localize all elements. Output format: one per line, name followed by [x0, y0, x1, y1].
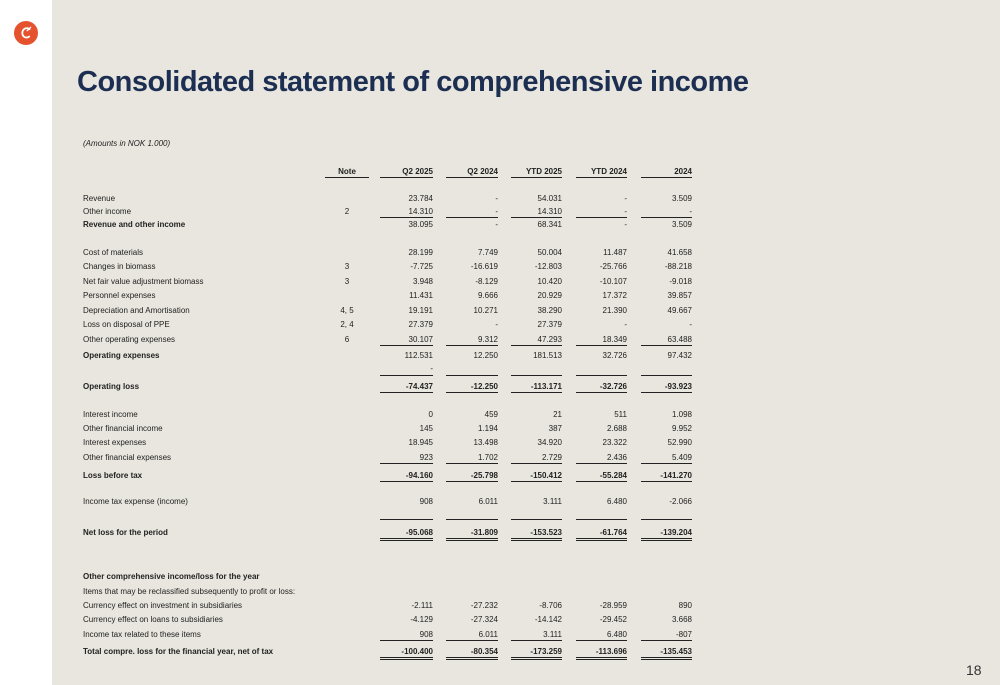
cell-q2-2025: 30.107: [408, 335, 433, 344]
cell-q2-2025: 923: [419, 453, 433, 462]
cell-2024: -: [689, 320, 692, 329]
cell-ytd-2024: 2.688: [606, 424, 627, 433]
subtotal-line: [380, 345, 433, 346]
cell-ytd-2025: -153.523: [511, 528, 562, 541]
row-total-comprehensive-loss: [0, 647, 1000, 659]
cell-ytd-2025: 68.341: [537, 220, 562, 229]
cell-q2-2024: 1.194: [477, 424, 498, 433]
row-oci-subheader: [0, 587, 1000, 599]
row-label: Income tax related to these items: [83, 630, 201, 639]
amounts-note: (Amounts in NOK 1.000): [83, 139, 171, 148]
cell-ytd-2024: 23.322: [602, 438, 627, 447]
subtotal-line: [511, 345, 562, 346]
row-personnel-expenses: [0, 291, 1000, 303]
subtotal-line: [446, 217, 498, 218]
subtotal-line: [641, 519, 692, 520]
cell-ytd-2025: -113.171: [511, 382, 562, 393]
cell-q2-2025: -95.068: [380, 528, 433, 541]
cell-2024: -93.923: [641, 382, 692, 393]
cell-2024: 3.509: [671, 220, 692, 229]
header-2024: 2024: [641, 167, 692, 178]
subtotal-line: [576, 217, 627, 218]
cell-2024: 890: [678, 601, 692, 610]
row-label: Personnel expenses: [83, 291, 156, 300]
row-note: 3: [344, 277, 350, 286]
subtotal-line: [641, 345, 692, 346]
cell-q2-2025: 145: [419, 424, 433, 433]
subtotal-line: [446, 345, 498, 346]
row-label: Other financial income: [83, 424, 163, 433]
cell-q2-2024: 6.011: [478, 497, 498, 506]
row-label: Net loss for the period: [83, 528, 168, 537]
cell-q2-2025: 28.199: [408, 248, 433, 257]
cell-ytd-2024: 11.487: [603, 248, 627, 257]
cell-2024: 5.409: [671, 453, 692, 462]
subtotal-line: [576, 375, 627, 376]
row-label: Loss before tax: [83, 471, 143, 480]
subtotal-line: [511, 519, 562, 520]
cell-q2-2025: 18.945: [408, 438, 433, 447]
cell-q2-2024: 459: [484, 410, 498, 419]
cell-ytd-2025: 3.111: [543, 630, 562, 639]
cell-ytd-2024: -10.107: [599, 277, 627, 286]
row-label: Revenue: [83, 194, 116, 203]
cell-ytd-2025: 38.290: [537, 306, 562, 315]
cell-ytd-2024: -32.726: [576, 382, 627, 393]
cell-ytd-2025: 54.031: [537, 194, 562, 203]
row-label: Interest income: [83, 410, 138, 419]
cell-ytd-2025: 21: [553, 410, 562, 419]
cell-ytd-2025: 34.920: [537, 438, 562, 447]
subtotal-line: [511, 217, 562, 218]
row-interest-expenses: [0, 438, 1000, 450]
row-note: 2, 4: [340, 320, 354, 329]
page-number: 18: [966, 662, 982, 678]
row-note: 2: [344, 207, 350, 216]
cell-ytd-2025: -14.142: [534, 615, 562, 624]
subtotal-line: [576, 640, 627, 641]
subtotal-line: [511, 640, 562, 641]
cell-2024: 49.667: [667, 306, 692, 315]
cell-q2-2024: -12.250: [446, 382, 498, 393]
row-currency-effect-investment: [0, 601, 1000, 613]
subtotal-line: [380, 519, 433, 520]
row-note: 4, 5: [340, 306, 354, 315]
cell-2024: 52.990: [667, 438, 692, 447]
row-operating-loss: [0, 382, 1000, 394]
row-other-operating-expenses: [0, 335, 1000, 347]
cell-q2-2025: 19.191: [408, 306, 433, 315]
cell-q2-2025: -2.111: [411, 601, 433, 610]
cell-ytd-2024: 2.436: [606, 453, 627, 462]
header-q2-2025: Q2 2025: [380, 167, 433, 178]
cell-ytd-2025: 47.293: [537, 335, 562, 344]
subtotal-line: [641, 217, 692, 218]
row-note: 3: [344, 262, 350, 271]
cell-ytd-2025: 27.379: [537, 320, 562, 329]
subtotal-line: [380, 640, 433, 641]
cell-q2-2024: 9.666: [477, 291, 498, 300]
cell-q2-2024: 1.702: [477, 453, 498, 462]
cell-ytd-2024: -113.696: [576, 647, 627, 660]
cell-ytd-2024: 6.480: [606, 497, 627, 506]
row-label: Other operating expenses: [83, 335, 176, 344]
header-note: Note: [325, 167, 369, 178]
row-label: Other income: [83, 207, 132, 216]
row-cost-of-materials: [0, 248, 1000, 260]
cell-ytd-2024: 18.349: [602, 335, 627, 344]
cell-ytd-2024: -61.764: [576, 528, 627, 541]
row-currency-effect-loans: [0, 615, 1000, 627]
cell-ytd-2025: -12.803: [534, 262, 562, 271]
row-label: Income tax expense (income): [83, 497, 188, 506]
cell-ytd-2024: -29.452: [599, 615, 627, 624]
cell-q2-2024: -: [495, 220, 498, 229]
cell-2024: 39.857: [667, 291, 692, 300]
row-label: Currency effect on investment in subsidiaries: [83, 601, 243, 610]
cell-q2-2025: -4.129: [410, 615, 433, 624]
cell-2024: 3.668: [671, 615, 692, 624]
cell-2024: -2.066: [669, 497, 692, 506]
table-header: [0, 167, 1000, 179]
cell-2024: -9.018: [669, 277, 692, 286]
subtotal-line: [380, 463, 433, 464]
row-label: Operating expenses: [83, 351, 160, 360]
row-label: Cost of materials: [83, 248, 144, 257]
cell-q2-2024: -31.809: [446, 528, 498, 541]
cell-2024: 1.098: [671, 410, 692, 419]
cell-2024: 63.488: [667, 335, 692, 344]
cell-ytd-2025: 20.929: [537, 291, 562, 300]
row-label: Changes in biomass: [83, 262, 156, 271]
row-income-tax-oci: [0, 630, 1000, 642]
subtotal-line: [380, 217, 433, 218]
cell-ytd-2024: 17.372: [602, 291, 627, 300]
header-ytd-2025: YTD 2025: [511, 167, 562, 178]
row-label: Operating loss: [83, 382, 140, 391]
cell-ytd-2025: 387: [548, 424, 562, 433]
row-label: Loss on disposal of PPE: [83, 320, 170, 329]
row-loss-on-disposal: [0, 320, 1000, 332]
cell-ytd-2024: -55.284: [576, 471, 627, 482]
cell-q2-2024: -25.798: [446, 471, 498, 482]
cell-q2-2025: 908: [419, 497, 433, 506]
subtotal-line: [446, 375, 498, 376]
cell-ytd-2025: 10.420: [537, 277, 562, 286]
cell-q2-2025: 11.431: [409, 291, 433, 300]
subtotal-line: [446, 640, 498, 641]
cell-ytd-2024: 6.480: [606, 630, 627, 639]
row-label: Total compre. loss for the financial year, net of tax: [83, 647, 274, 656]
cell-ytd-2024: -28.959: [599, 601, 627, 610]
cell-q2-2024: 12.250: [473, 351, 498, 360]
row-label: Currency effect on loans to subsidiaries: [83, 615, 223, 624]
cell-ytd-2024: -: [624, 220, 627, 229]
cell-q2-2025: 0: [428, 410, 433, 419]
cell-q2-2024: 7.749: [477, 248, 498, 257]
cell-2024: 97.432: [667, 351, 692, 360]
cell-q2-2025: -100.400: [380, 647, 433, 660]
cell-2024: 9.952: [671, 424, 692, 433]
cell-q2-2024: 9.312: [477, 335, 498, 344]
cell-2024: 3.509: [671, 194, 692, 203]
cell-2024: -139.204: [641, 528, 692, 541]
cell-q2-2024: -16.619: [470, 262, 498, 271]
cell-q2-2025: 38.095: [408, 220, 433, 229]
row-interest-income: [0, 410, 1000, 422]
cell-2024: -135.453: [641, 647, 692, 660]
cell-ytd-2025: -150.412: [511, 471, 562, 482]
cell-ytd-2025: 2.729: [541, 453, 562, 462]
cell-q2-2025: -: [430, 364, 433, 373]
row-net-fair-value: [0, 277, 1000, 289]
page-title: Consolidated statement of comprehensive income: [77, 66, 749, 98]
row-revenue-total: [0, 220, 1000, 232]
cell-ytd-2024: -: [624, 194, 627, 203]
cell-q2-2024: 6.011: [478, 630, 498, 639]
subtotal-line: [576, 519, 627, 520]
row-depreciation: [0, 306, 1000, 318]
cell-q2-2025: -94.160: [380, 471, 433, 482]
cell-q2-2025: 3.948: [412, 277, 433, 286]
subtotal-line: [511, 375, 562, 376]
row-operating-expenses-dash: [0, 364, 1000, 376]
row-other-financial-expenses: [0, 453, 1000, 465]
cell-q2-2024: 13.498: [473, 438, 498, 447]
subtotal-line: [446, 463, 498, 464]
cell-2024: -: [689, 207, 692, 216]
subtotal-line: [576, 463, 627, 464]
cell-2024: -88.218: [664, 262, 692, 271]
row-label: Other comprehensive income/loss for the year: [83, 572, 260, 581]
row-oci-header: [0, 572, 1000, 584]
cell-ytd-2024: -: [624, 207, 627, 216]
cell-q2-2025: -7.725: [410, 262, 433, 271]
row-note: 6: [344, 335, 350, 344]
cell-q2-2024: -8.129: [475, 277, 498, 286]
subtotal-line: [576, 345, 627, 346]
cell-q2-2025: 27.379: [408, 320, 433, 329]
cell-ytd-2024: -25.766: [599, 262, 627, 271]
cell-q2-2024: 10.271: [473, 306, 498, 315]
cell-ytd-2024: 32.726: [602, 351, 627, 360]
row-other-income: [0, 207, 1000, 219]
cell-q2-2024: -: [495, 194, 498, 203]
subtotal-line: [511, 463, 562, 464]
row-label: Revenue and other income: [83, 220, 186, 229]
cell-ytd-2025: 50.004: [537, 248, 562, 257]
cell-q2-2024: -: [495, 320, 498, 329]
row-label: Net fair value adjustment biomass: [83, 277, 204, 286]
cell-q2-2025: 908: [419, 630, 433, 639]
cell-q2-2025: 14.310: [408, 207, 433, 216]
cell-ytd-2025: 14.310: [537, 207, 562, 216]
row-net-loss: [0, 528, 1000, 540]
cell-q2-2024: -27.232: [470, 601, 498, 610]
row-label: Other financial expenses: [83, 453, 172, 462]
cell-ytd-2025: -8.706: [539, 601, 562, 610]
header-ytd-2024: YTD 2024: [576, 167, 627, 178]
cell-ytd-2025: 181.513: [533, 351, 562, 360]
row-label: Depreciation and Amortisation: [83, 306, 190, 315]
row-loss-before-tax: [0, 471, 1000, 483]
subtotal-line: [641, 375, 692, 376]
row-revenue: [0, 194, 1000, 206]
cell-ytd-2024: 21.390: [602, 306, 627, 315]
cell-q2-2024: -27.324: [470, 615, 498, 624]
cell-ytd-2025: 3.111: [543, 497, 562, 506]
cell-2024: 41.658: [667, 248, 692, 257]
cell-q2-2024: -: [495, 207, 498, 216]
cell-ytd-2024: 511: [614, 410, 627, 419]
subtotal-line: [641, 463, 692, 464]
subtotal-line: [641, 640, 692, 641]
row-changes-in-biomass: [0, 262, 1000, 274]
row-income-tax: [0, 497, 1000, 509]
cell-q2-2024: -80.354: [446, 647, 498, 660]
row-other-financial-income: [0, 424, 1000, 436]
cell-ytd-2025: -173.259: [511, 647, 562, 660]
cell-ytd-2024: -: [624, 320, 627, 329]
row-operating-expenses: [0, 351, 1000, 363]
cell-q2-2025: 112.531: [404, 351, 433, 360]
header-q2-2024: Q2 2024: [446, 167, 498, 178]
row-label: Items that may be reclassified subsequently to profit or loss:: [83, 587, 296, 596]
cell-q2-2025: -74.437: [380, 382, 433, 393]
cell-2024: -807: [675, 630, 692, 639]
subtotal-line: [446, 519, 498, 520]
cell-q2-2025: 23.784: [408, 194, 433, 203]
cell-2024: -141.270: [641, 471, 692, 482]
row-label: Interest expenses: [83, 438, 147, 447]
subtotal-line: [380, 375, 433, 376]
